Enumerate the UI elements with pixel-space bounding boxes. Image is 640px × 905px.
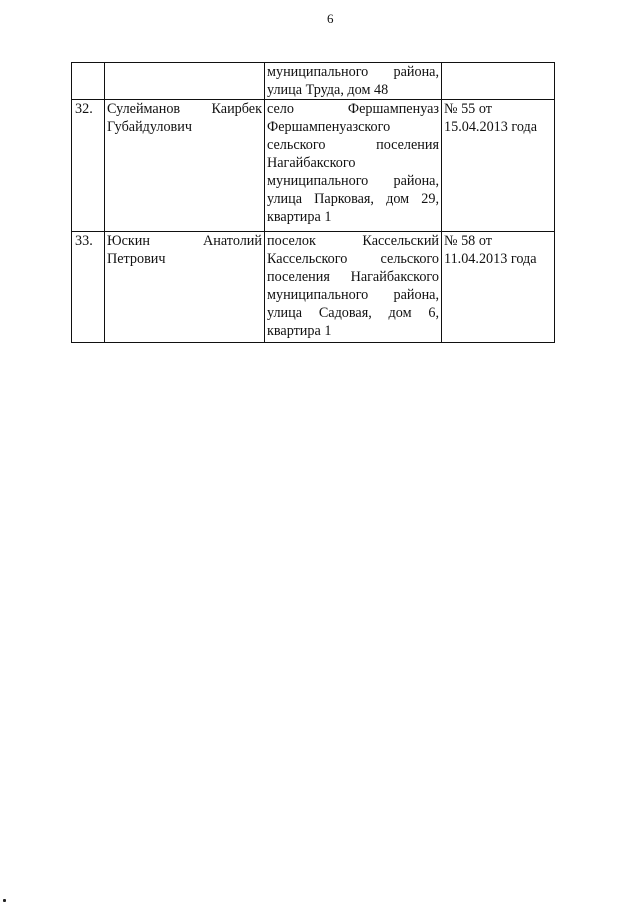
- row-number-cell: [72, 63, 105, 100]
- address-line: поселения Нагайбакского: [267, 269, 439, 285]
- name-cell: [105, 100, 265, 232]
- address-line: улица Труда, дом 48: [267, 82, 389, 98]
- name-line: Петрович: [107, 251, 166, 267]
- address-line: квартира 1: [267, 323, 332, 339]
- name-cell: [105, 232, 265, 343]
- decision-cell: [442, 63, 555, 100]
- decision-cell: [442, 232, 555, 343]
- address-line: село Фершампенуаз: [267, 101, 439, 117]
- table-row-continued: [72, 63, 555, 100]
- decision-line: № 58 от: [444, 233, 492, 249]
- decision-line: 15.04.2013 года: [444, 119, 538, 135]
- address-line: муниципального района,: [267, 64, 439, 80]
- address-cell: [265, 100, 442, 232]
- address-line: Фершампенуазского: [267, 119, 391, 135]
- address-line: сельского поселения: [267, 137, 439, 153]
- scan-speck: [3, 899, 6, 902]
- name-line: Сулейманов Каирбек: [107, 101, 262, 117]
- address-line: Кассельского сельского: [267, 251, 439, 267]
- decision-cell: [442, 100, 555, 232]
- table-row: [72, 100, 555, 232]
- name-line: Губайдулович: [107, 119, 192, 135]
- registry-table: [71, 62, 555, 343]
- name-line: Юскин Анатолий: [107, 233, 262, 249]
- address-line: муниципального района,: [267, 173, 439, 189]
- row-number-cell: 33.: [72, 232, 105, 343]
- page-number: 6: [327, 11, 334, 26]
- address-line: муниципального района,: [267, 287, 439, 303]
- decision-line: 11.04.2013 года: [444, 251, 537, 267]
- table-row: [72, 232, 555, 343]
- address-line: поселок Кассельский: [267, 233, 439, 249]
- address-cell: [265, 232, 442, 343]
- address-line: квартира 1: [267, 209, 332, 225]
- address-line: улица Парковая, дом 29,: [267, 191, 439, 207]
- address-line: Нагайбакского: [267, 155, 356, 171]
- row-number-cell: 32.: [72, 100, 105, 232]
- name-cell: [105, 63, 265, 100]
- address-cell: [265, 63, 442, 100]
- address-line: улица Садовая, дом 6,: [267, 305, 439, 321]
- decision-line: № 55 от: [444, 101, 492, 117]
